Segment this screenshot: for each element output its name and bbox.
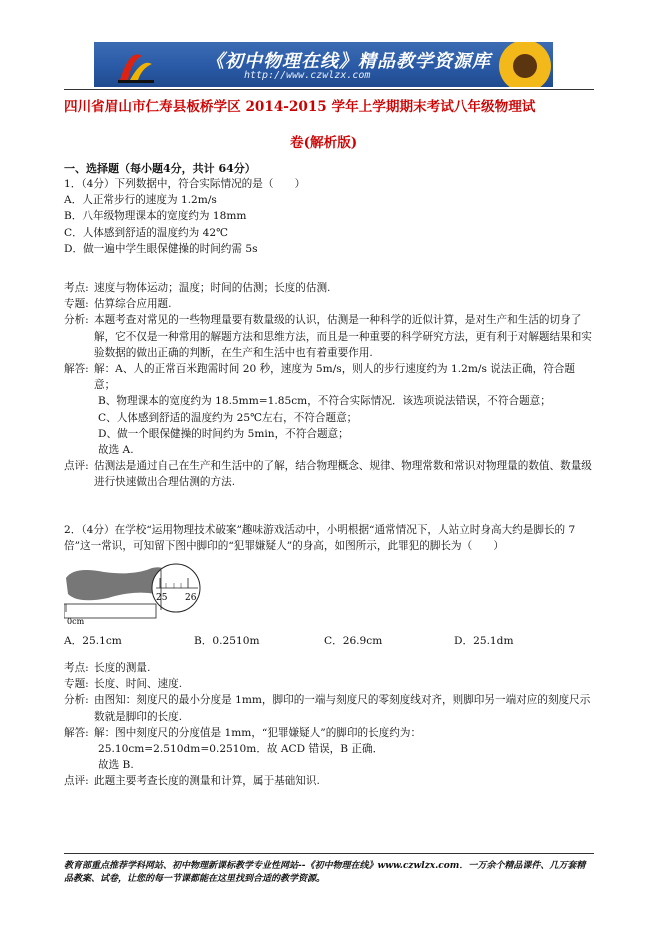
question-2 xyxy=(64,522,594,554)
analysis-line: B、物理课本的宽度约为 18.5mm=1.85cm，不符合实际情况．该选项说法错误，不符合题意； xyxy=(98,395,551,408)
analysis-row xyxy=(64,280,594,296)
analysis-row xyxy=(64,725,594,741)
analysis-line: D、做一个眼保健操的时间约为 5min，不符合题意； xyxy=(98,427,349,440)
analysis-key: 分析: xyxy=(64,314,89,327)
analysis-value: 由图知：刻度尺的最小分度是 1mm，脚印的一端与刻度尺的零刻度线对齐，则脚印另一端对应的刻度尺示数就是脚印的长度. xyxy=(94,694,591,723)
analysis-value: 长度的测量. xyxy=(94,662,151,674)
analysis-key: 考点: xyxy=(64,282,89,294)
footprint-ruler-figure xyxy=(64,560,204,626)
ruler-zero-label: 0cm xyxy=(67,617,85,626)
option-b: B．八年级物理课本的宽度约为 18mm xyxy=(64,210,247,223)
option-c: C．人体感到舒适的温度约为 42℃ xyxy=(64,226,228,239)
analysis-line: 故选 A. xyxy=(98,444,134,457)
footer-rule xyxy=(64,853,594,854)
page-title xyxy=(64,96,594,154)
option-d: D．做一遍中学生眼保健操的时间约需 5s xyxy=(64,242,258,255)
analysis-row xyxy=(64,361,594,393)
analysis-2 xyxy=(64,660,594,790)
question-2-options xyxy=(64,633,594,648)
tick-label-26: 26 xyxy=(185,593,197,603)
analysis-row xyxy=(64,296,594,312)
analysis-key: 考点: xyxy=(64,662,89,674)
analysis-value: 估测法是通过自己在生产和生活中的了解，结合物理概念、规律、物理常数和常识对物理量的数值、数量级进行快速做出合理估测的方法. xyxy=(94,460,592,489)
header-rule xyxy=(64,89,594,90)
analysis-key: 点评: xyxy=(64,775,89,788)
analysis-key: 分析: xyxy=(64,694,89,707)
analysis-value: 估算综合应用题. xyxy=(94,298,172,311)
banner-url: http://www.czwlzx.com xyxy=(244,70,371,81)
analysis-row xyxy=(64,312,594,361)
analysis-value: 本题考查对常见的一些物理量要有数量级的认识，估测是一种科学的近似计算，是对生产和生活的切身了解，它不仅是一种常用的解题方法和思维方法，而且是一种重要的科学研究方法，更有利于对解题结果和实验数据的做出正确的判断，在生产和生活中也有着重要作用. xyxy=(94,314,592,359)
option-c: C．26.9cm xyxy=(324,635,383,647)
analysis-row xyxy=(64,692,594,724)
analysis-value: 速度与物体运动；温度；时间的估测；长度的估测. xyxy=(94,282,331,294)
title-line-2: 卷(解析版) xyxy=(290,135,358,151)
question-1 xyxy=(64,176,594,257)
analysis-value: 长度、时间、速度. xyxy=(94,678,183,691)
tick-label-25: 25 xyxy=(156,593,168,603)
option-b: B．0.2510m xyxy=(194,635,260,647)
analysis-value: 解：A、人的正常百米跑需时间 20 秒，速度为 5m/s，则人的步行速度约为 1.2m/s 说法正确，符合题意； xyxy=(94,363,576,392)
analysis-key: 解答: xyxy=(64,363,89,376)
title-line-1: 四川省眉山市仁寿县板桥学区 2014-2015 学年上学期期末考试八年级物理试 xyxy=(64,99,536,115)
option-d: D．25.1dm xyxy=(454,635,514,647)
option-a: A．人正常步行的速度为 1.2m/s xyxy=(64,194,217,207)
analysis-value: 解：图中刻度尺的分度值是 1mm，“犯罪嫌疑人”的脚印的长度约为： xyxy=(94,726,422,739)
analysis-key: 专题: xyxy=(64,678,89,691)
question-stem: 2．（4分）在学校“运用物理技术破案”趣味游戏活动中，小明根据“通常情况下，人站立时身高大约是脚长的 7 倍”这一常识，可知留下图中脚印的“犯罪嫌疑人”的身高，如图所示，此罪犯的脚长为（ ） xyxy=(64,524,576,553)
ruler xyxy=(64,604,156,618)
analysis-line: 故选 B. xyxy=(98,759,134,772)
header-banner xyxy=(94,42,553,87)
page-footer: 教育部重点推荐学科网站、初中物理新课标教学专业性网站--《初中物理在线》www.czwlzx.com．一万余个精品课件、几万套精品教案、试卷，让您的每一节课都能在这里找到合适的教学资源。 xyxy=(64,861,586,884)
section-heading: 一、选择题（每小题4分，共计 64分） xyxy=(64,162,256,175)
analysis-row xyxy=(64,458,594,490)
analysis-value: 此题主要考查长度的测量和计算，属于基础知识. xyxy=(94,775,320,788)
analysis-1 xyxy=(64,280,594,491)
sunflower-icon xyxy=(487,42,553,87)
analysis-row xyxy=(64,773,594,789)
option-a: A．25.1cm xyxy=(64,635,122,647)
analysis-row xyxy=(64,660,594,676)
analysis-key: 解答: xyxy=(64,726,89,739)
analysis-row xyxy=(64,676,594,692)
analysis-key: 专题: xyxy=(64,298,89,311)
analysis-key: 点评: xyxy=(64,460,89,473)
analysis-line: 25.10cm=2.510dm=0.2510m．故 ACD 错误，B 正确． xyxy=(98,743,384,756)
question-stem: 1．（4分）下列数据中，符合实际情况的是（ ） xyxy=(64,178,306,190)
banner-title: 《初中物理在线》精品教学资源库 xyxy=(206,51,491,72)
logo-icon xyxy=(116,46,156,84)
analysis-line: C、人体感到舒适的温度约为 25℃左右，不符合题意； xyxy=(98,411,358,424)
